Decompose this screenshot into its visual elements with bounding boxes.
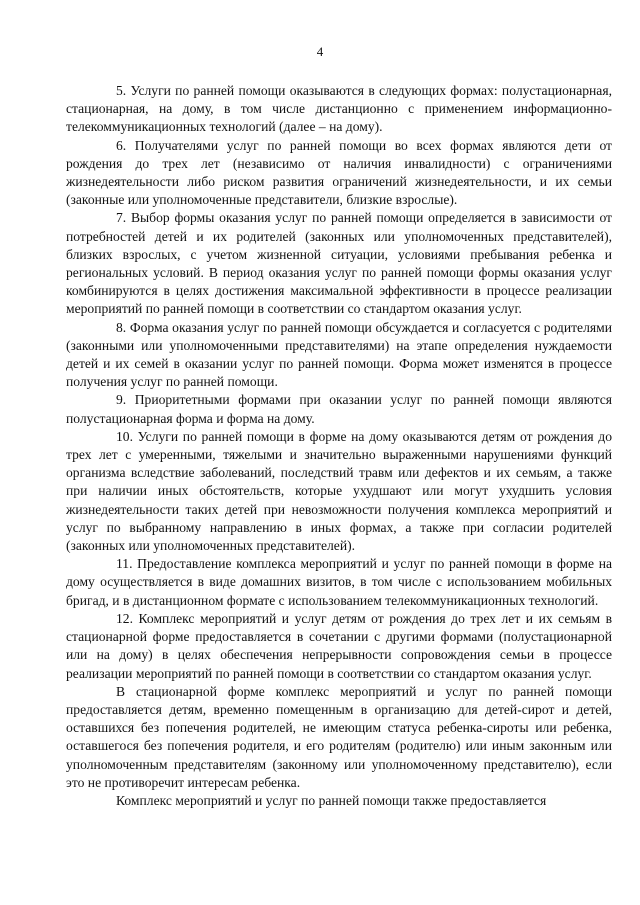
paragraph-6: 6. Получателями услуг по ранней помощи во всех формах являются дети от рождения до трех лет (независимо от наличия инвалидности) с ограничениями жизнедеятельности либо риском развития ограничений жизнедеятельности, и их семьи (законные или уполномоченные представители, близкие взрослые).	[66, 137, 612, 208]
paragraph-8: 8. Форма оказания услуг по ранней помощи обсуждается и согласуется с родителями (законными или уполномоченными представителями) на этапе определения нуждаемости детей и их семей в оказании услуг по ранней помощи. Форма может изменятся в процессе получения услуг по ранней помощи.	[66, 319, 612, 390]
page-number: 4	[316, 44, 324, 59]
paragraph-9: 9. Приоритетными формами при оказании услуг по ранней помощи являются полустационарная форма и форма на дому.	[66, 392, 612, 426]
paragraph-7: 7. Выбор формы оказания услуг по ранней помощи определяется в зависимости от потребностей детей и их родителей (законных или уполномоченных представителей), близких взрослых, с учетом жизненной ситуации, условиями пребывания ребенка и региональных условий. В период оказания услуг по ранней помощи формы оказания услуг комбинируются в целях достижения максимальной эффективности в процессе реализации мероприятий по ранней помощи в соответствии со стандартом оказания услуг.	[66, 210, 612, 317]
paragraph-5: 5. Услуги по ранней помощи оказываются в следующих формах: полустационарная, стационарная, на дому, в том числе дистанционно с применением информационно-телекоммуникационных технологий (далее – на дому).	[66, 83, 612, 135]
paragraph-12: 12. Комплекс мероприятий и услуг детям от рождения до трех лет и их семьям в стационарной форме предоставляется в сочетании с другими формами (полустационарной или на дому) в целях обеспечения непрерывности сопровождения семьи в процессе реализации мероприятий по ранней помощи в соответствии со стандартом оказания услуг.	[66, 610, 612, 681]
paragraph-12-stationary-form: В стационарной форме комплекс мероприятий и услуг по ранней помощи предоставляется детям, временно помещенным в организацию для детей-сирот и детей, оставшихся без попечения родителей, не имеющим статуса ребенка-сироты или ребенка, оставшегося без попечения родителя, и его родителям (родителю) или иным законным или уполномоченным представителям (законному или уполномоченному представителю), если это не противоречит интересам ребенка.	[66, 683, 612, 790]
document-body	[66, 82, 612, 810]
paragraph-11: 11. Предоставление комплекса мероприятий и услуг по ранней помощи в форме на дому осуществляется в виде домашних визитов, в том числе с использованием мобильных бригад, и в дистанционном формате с использованием телекоммуникационных технологий.	[66, 556, 612, 608]
paragraph-continuation: Комплекс мероприятий и услуг по ранней помощи также предоставляется	[116, 792, 547, 808]
paragraph-10: 10. Услуги по ранней помощи в форме на дому оказываются детям от рождения до трех лет с умеренными, тяжелыми и значительно выраженными нарушениями функций организма вследствие заболеваний, последствий травм или дефектов и их семьям, а также при наличии иных обстоятельств, которые ухудшают или могут ухудшить условия жизнедеятельности таких детей при невозможности получения комплекса мероприятий и услуг по выбранному направлению в иных формах, а также при согласии родителей (законных или уполномоченных представителей).	[66, 428, 612, 554]
